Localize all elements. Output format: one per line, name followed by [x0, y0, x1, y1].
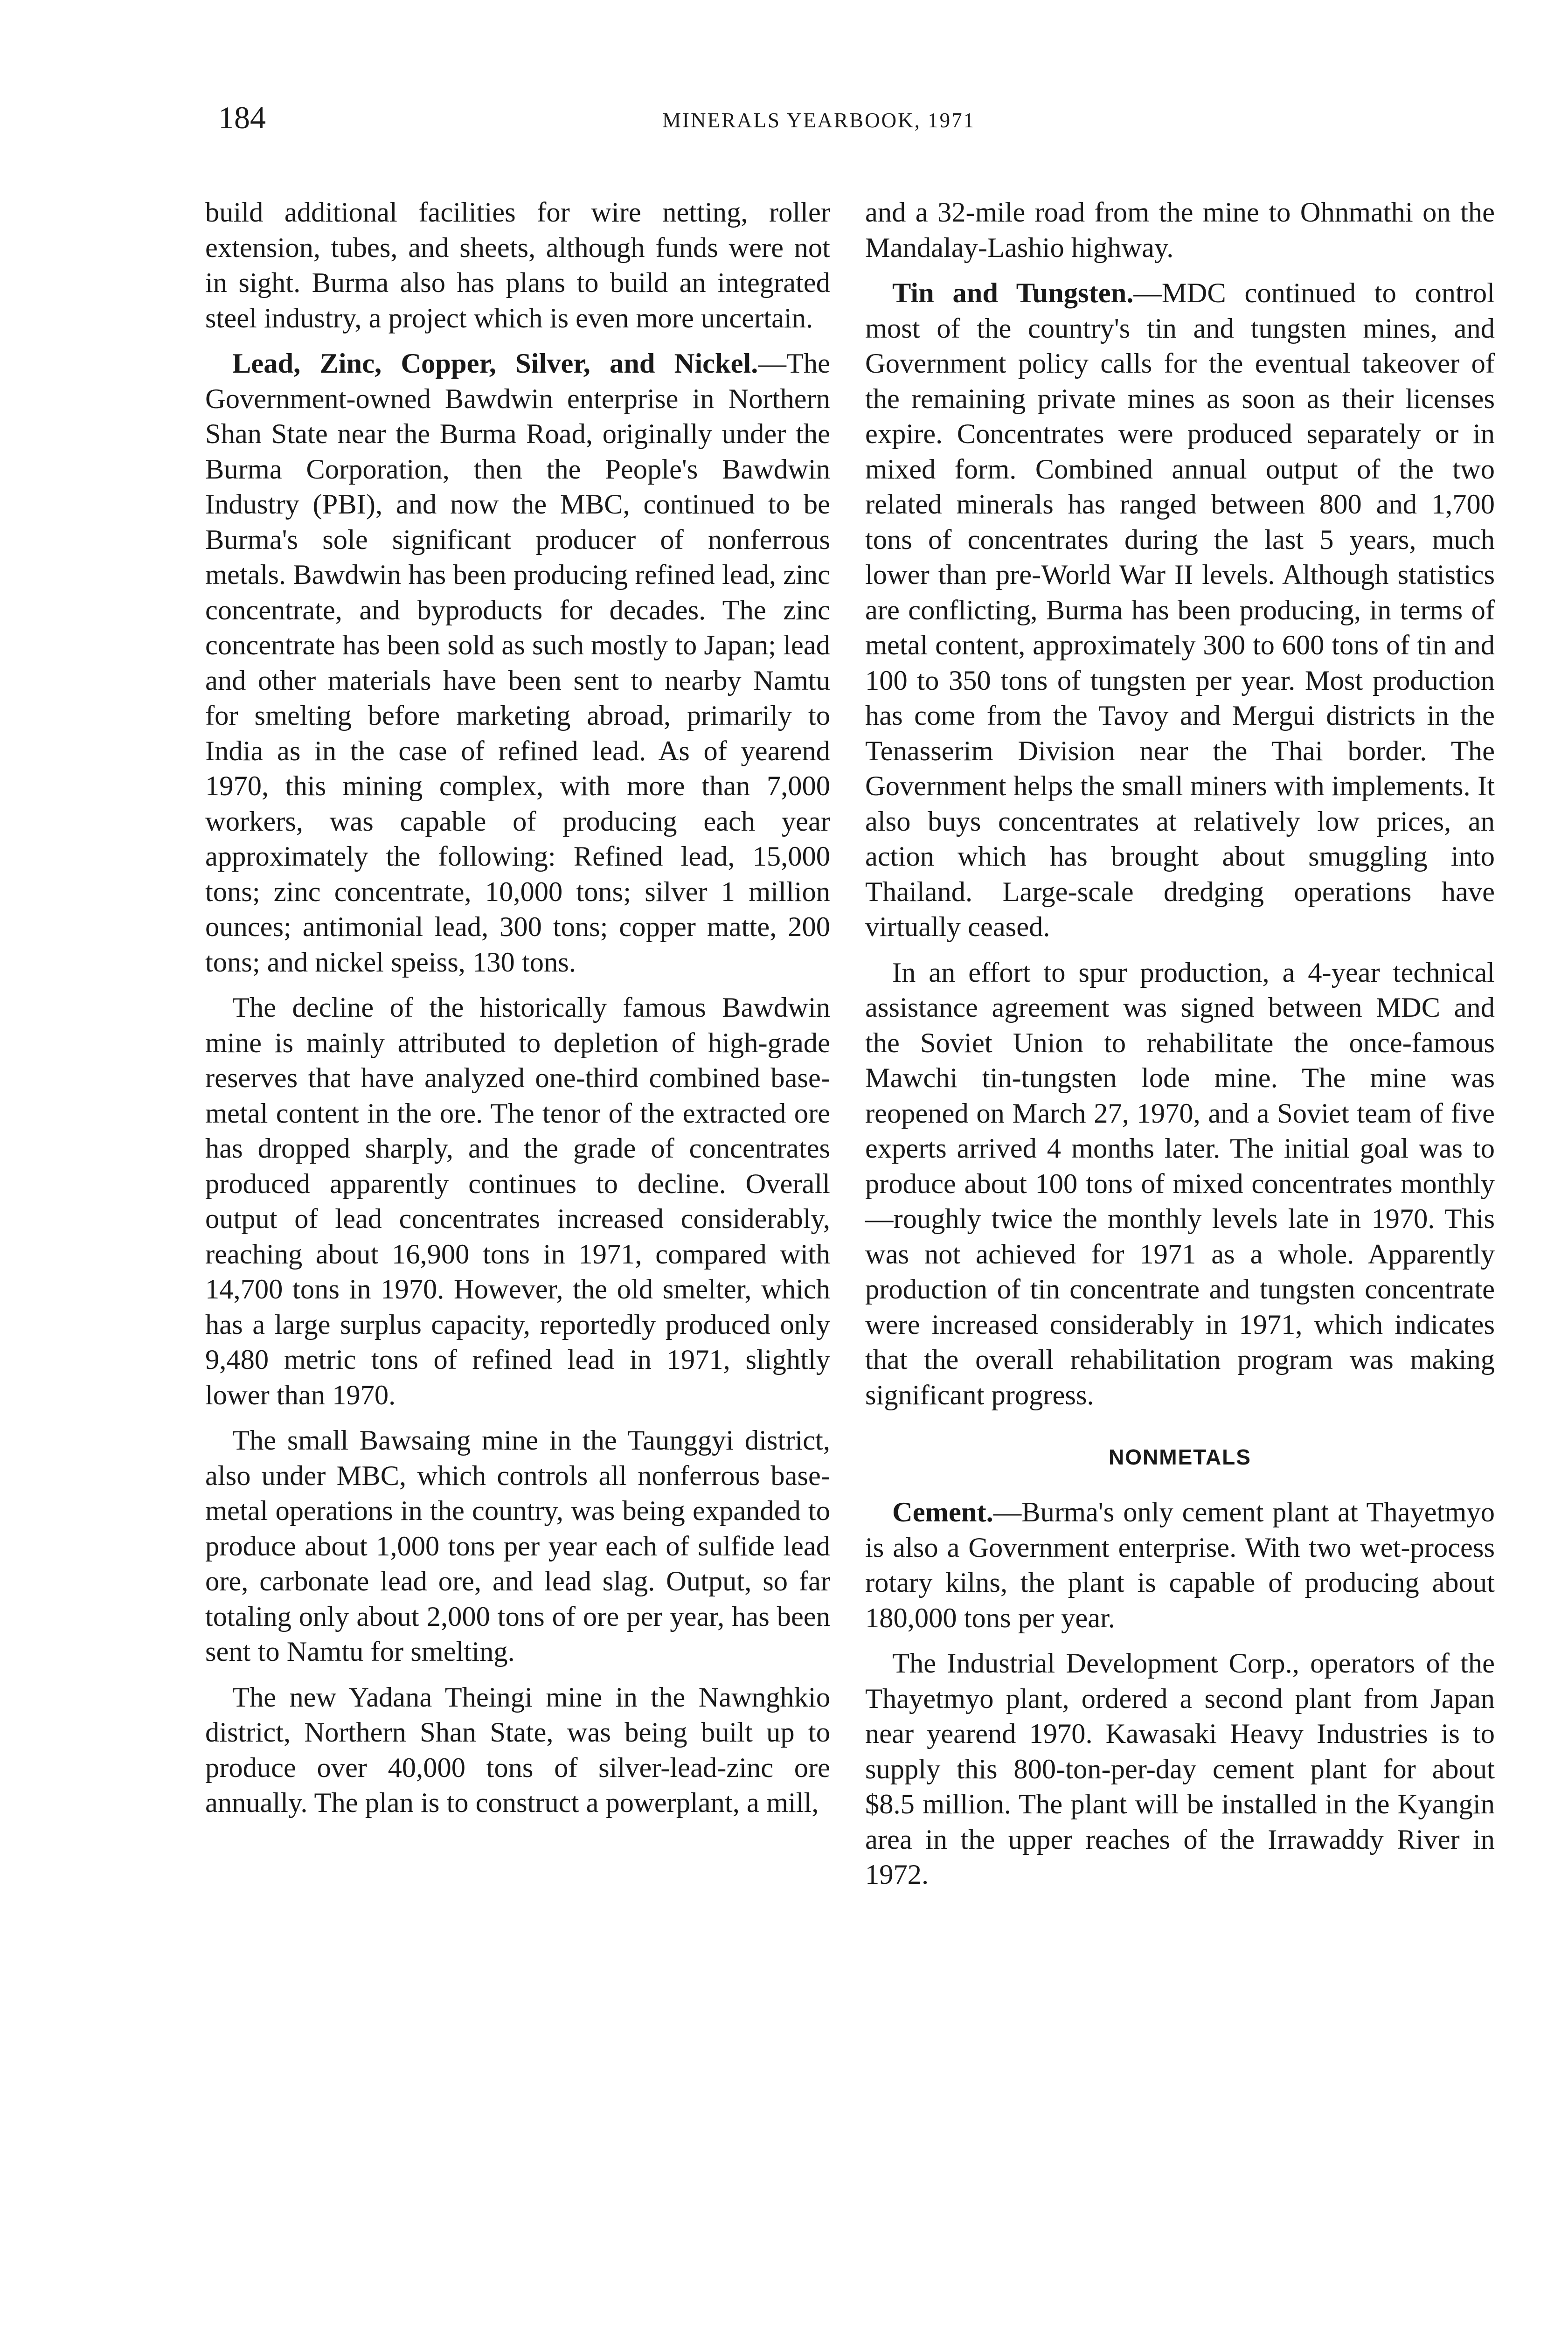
right-column [865, 195, 1495, 1893]
run-in-heading: Lead, Zinc, Copper, Silver, and Nickel. [232, 348, 758, 379]
paragraph: The small Bawsaing mine in the Taunggyi district, also under MBC, which controls all nonferrous base-metal operations in the country, was being expanded to produce about 1,000 tons per year each of sulfide lead ore, carbonate lead ore, and lead slag. Output, so far totaling only about 2,000 tons of ore per year, has been sent to Namtu for smelting. [205, 1425, 830, 1667]
paragraph: The new Yadana Theingi mine in the Nawnghkio district, Northern Shan State, was being built up to produce over 40,000 tons of silver-lead-zinc ore annually. The plan is to construct a powerplant, a mill, [205, 1681, 830, 1818]
paragraph-text: —Burma's only cement plant at Thayetmyo is also a Government enterprise. With two wet-process rotary kilns, the plant is capable of producing about 180,000 tons per year. [865, 1497, 1495, 1634]
run-in-heading: Cement. [892, 1497, 993, 1528]
paragraph-lead-zinc [205, 346, 830, 980]
paragraph: and a 32-mile road from the mine to Ohnmathi on the Mandalay-Lashio highway. [865, 197, 1495, 264]
left-column [205, 195, 830, 1821]
paragraph-cement [865, 1495, 1495, 1636]
page-number: 184 [218, 100, 266, 135]
section-heading-nonmetals: NONMETALS [1109, 1445, 1251, 1469]
paragraph-text: —MDC continued to control most of the country's tin and tungsten mines, and Government policy calls for the eventual takeover of the remaining private mines as soon as their licenses expire. Concentrates were produced separately or in mixed form. Combined annual output of the two related minerals has ranged between 800 and 1,700 tons of concentrates during the last 5 years, much lower than pre-World War II levels. Although statistics are conflicting, Burma has been producing, in terms of metal content, approximately 300 to 600 tons of tin and 100 to 350 tons of tungsten per year. Most production has come from the Tavoy and Mergui districts in the Tenasserim Division near the Thai border. The Government helps the small miners with implements. It also buys concentrates at relatively low prices, an action which has brought about smuggling into Thailand. Large-scale dredging operations have virtually ceased. [865, 278, 1495, 943]
paragraph: In an effort to spur production, a 4-year technical assistance agreement was signed between MDC and the Soviet Union to rehabilitate the once-famous Mawchi tin-tungsten lode mine. The mine was reopened on March 27, 1970, and a Soviet team of five experts arrived 4 months later. The initial goal was to produce about 100 tons of mixed concentrates monthly—roughly twice the monthly levels late in 1970. This was not achieved for 1971 as a whole. Apparently production of tin concentrate and tungsten concentrate were increased considerably in 1971, which indicates that the overall rehabilitation program was making significant progress. [865, 957, 1495, 1411]
paragraph: build additional facilities for wire netting, roller extension, tubes, and sheets, although funds were not in sight. Burma also has plans to build an integrated steel industry, a project which is even more uncertain. [205, 197, 830, 334]
paragraph-text: —The Government-owned Bawdwin enterprise in Northern Shan State near the Burma Road, originally under the Burma Corporation, then the People's Bawdwin Industry (PBI), and now the MBC, continued to be Burma's sole significant producer of nonferrous metals. Bawdwin has been producing refined lead, zinc concentrate, and byproducts for decades. The zinc concentrate has been sold as such mostly to Japan; lead and other materials have been sent to nearby Namtu for smelting before marketing abroad, primarily to India as in the case of refined lead. As of yearend 1970, this mining complex, with more than 7,000 workers, was capable of producing each year approximately the following: Refined lead, 15,000 tons; zinc concentrate, 10,000 tons; silver 1 million ounces; antimonial lead, 300 tons; copper matte, 200 tons; and nickel speiss, 130 tons. [205, 348, 830, 978]
run-in-heading: Tin and Tungsten. [892, 278, 1134, 309]
paragraph: The decline of the historically famous Bawdwin mine is mainly attributed to depletion of high-grade reserves that have analyzed one-third combined base-metal content in the ore. The tenor of the extracted ore has dropped sharply, and the grade of concentrates produced apparently continues to decline. Overall output of lead concentrates increased considerably, reaching about 16,900 tons in 1971, compared with 14,700 tons in 1970. However, the old smelter, which has a large surplus capacity, reportedly produced only 9,480 metric tons of refined lead in 1971, slightly lower than 1970. [205, 992, 830, 1411]
paragraph-tin-tungsten [865, 276, 1495, 945]
running-head: MINERALS YEARBOOK, 1971 [662, 109, 976, 132]
paragraph: The Industrial Development Corp., operators of the Thayetmyo plant, ordered a second plant from Japan near yearend 1970. Kawasaki Heavy Industries is to supply this 800-ton-per-day cement plant for about $8.5 million. The plant will be installed in the Kyangin area in the upper reaches of the Irrawaddy River in 1972. [865, 1648, 1495, 1890]
